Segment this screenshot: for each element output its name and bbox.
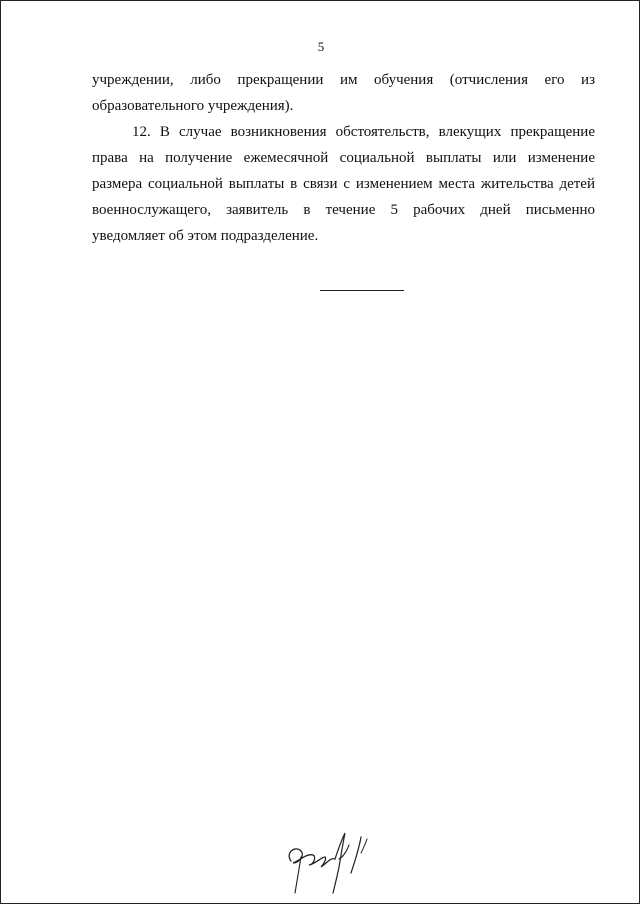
page-number: 5	[317, 39, 325, 54]
body-text	[92, 67, 595, 249]
text-line: 12. В случае возникновения обстоятельств, влекущих прекращение	[132, 124, 595, 140]
text-line: военнослужащего, заявитель в течение 5 рабочих дней письменно	[92, 202, 595, 218]
text-line: права на получение ежемесячной социальной выплаты или изменение	[92, 150, 595, 166]
paragraph-12	[92, 119, 595, 249]
handwritten-signature	[277, 827, 373, 899]
text-line: размера социальной выплаты в связи с изменением места жительства детей	[92, 176, 595, 192]
text-line: учреждении, либо прекращении им обучения (отчисления его из	[92, 72, 595, 88]
text-line: уведомляет об этом подразделение.	[92, 228, 319, 244]
end-separator-line	[320, 290, 404, 291]
paragraph-continuation	[92, 67, 595, 119]
text-line: образовательного учреждения).	[92, 98, 294, 114]
